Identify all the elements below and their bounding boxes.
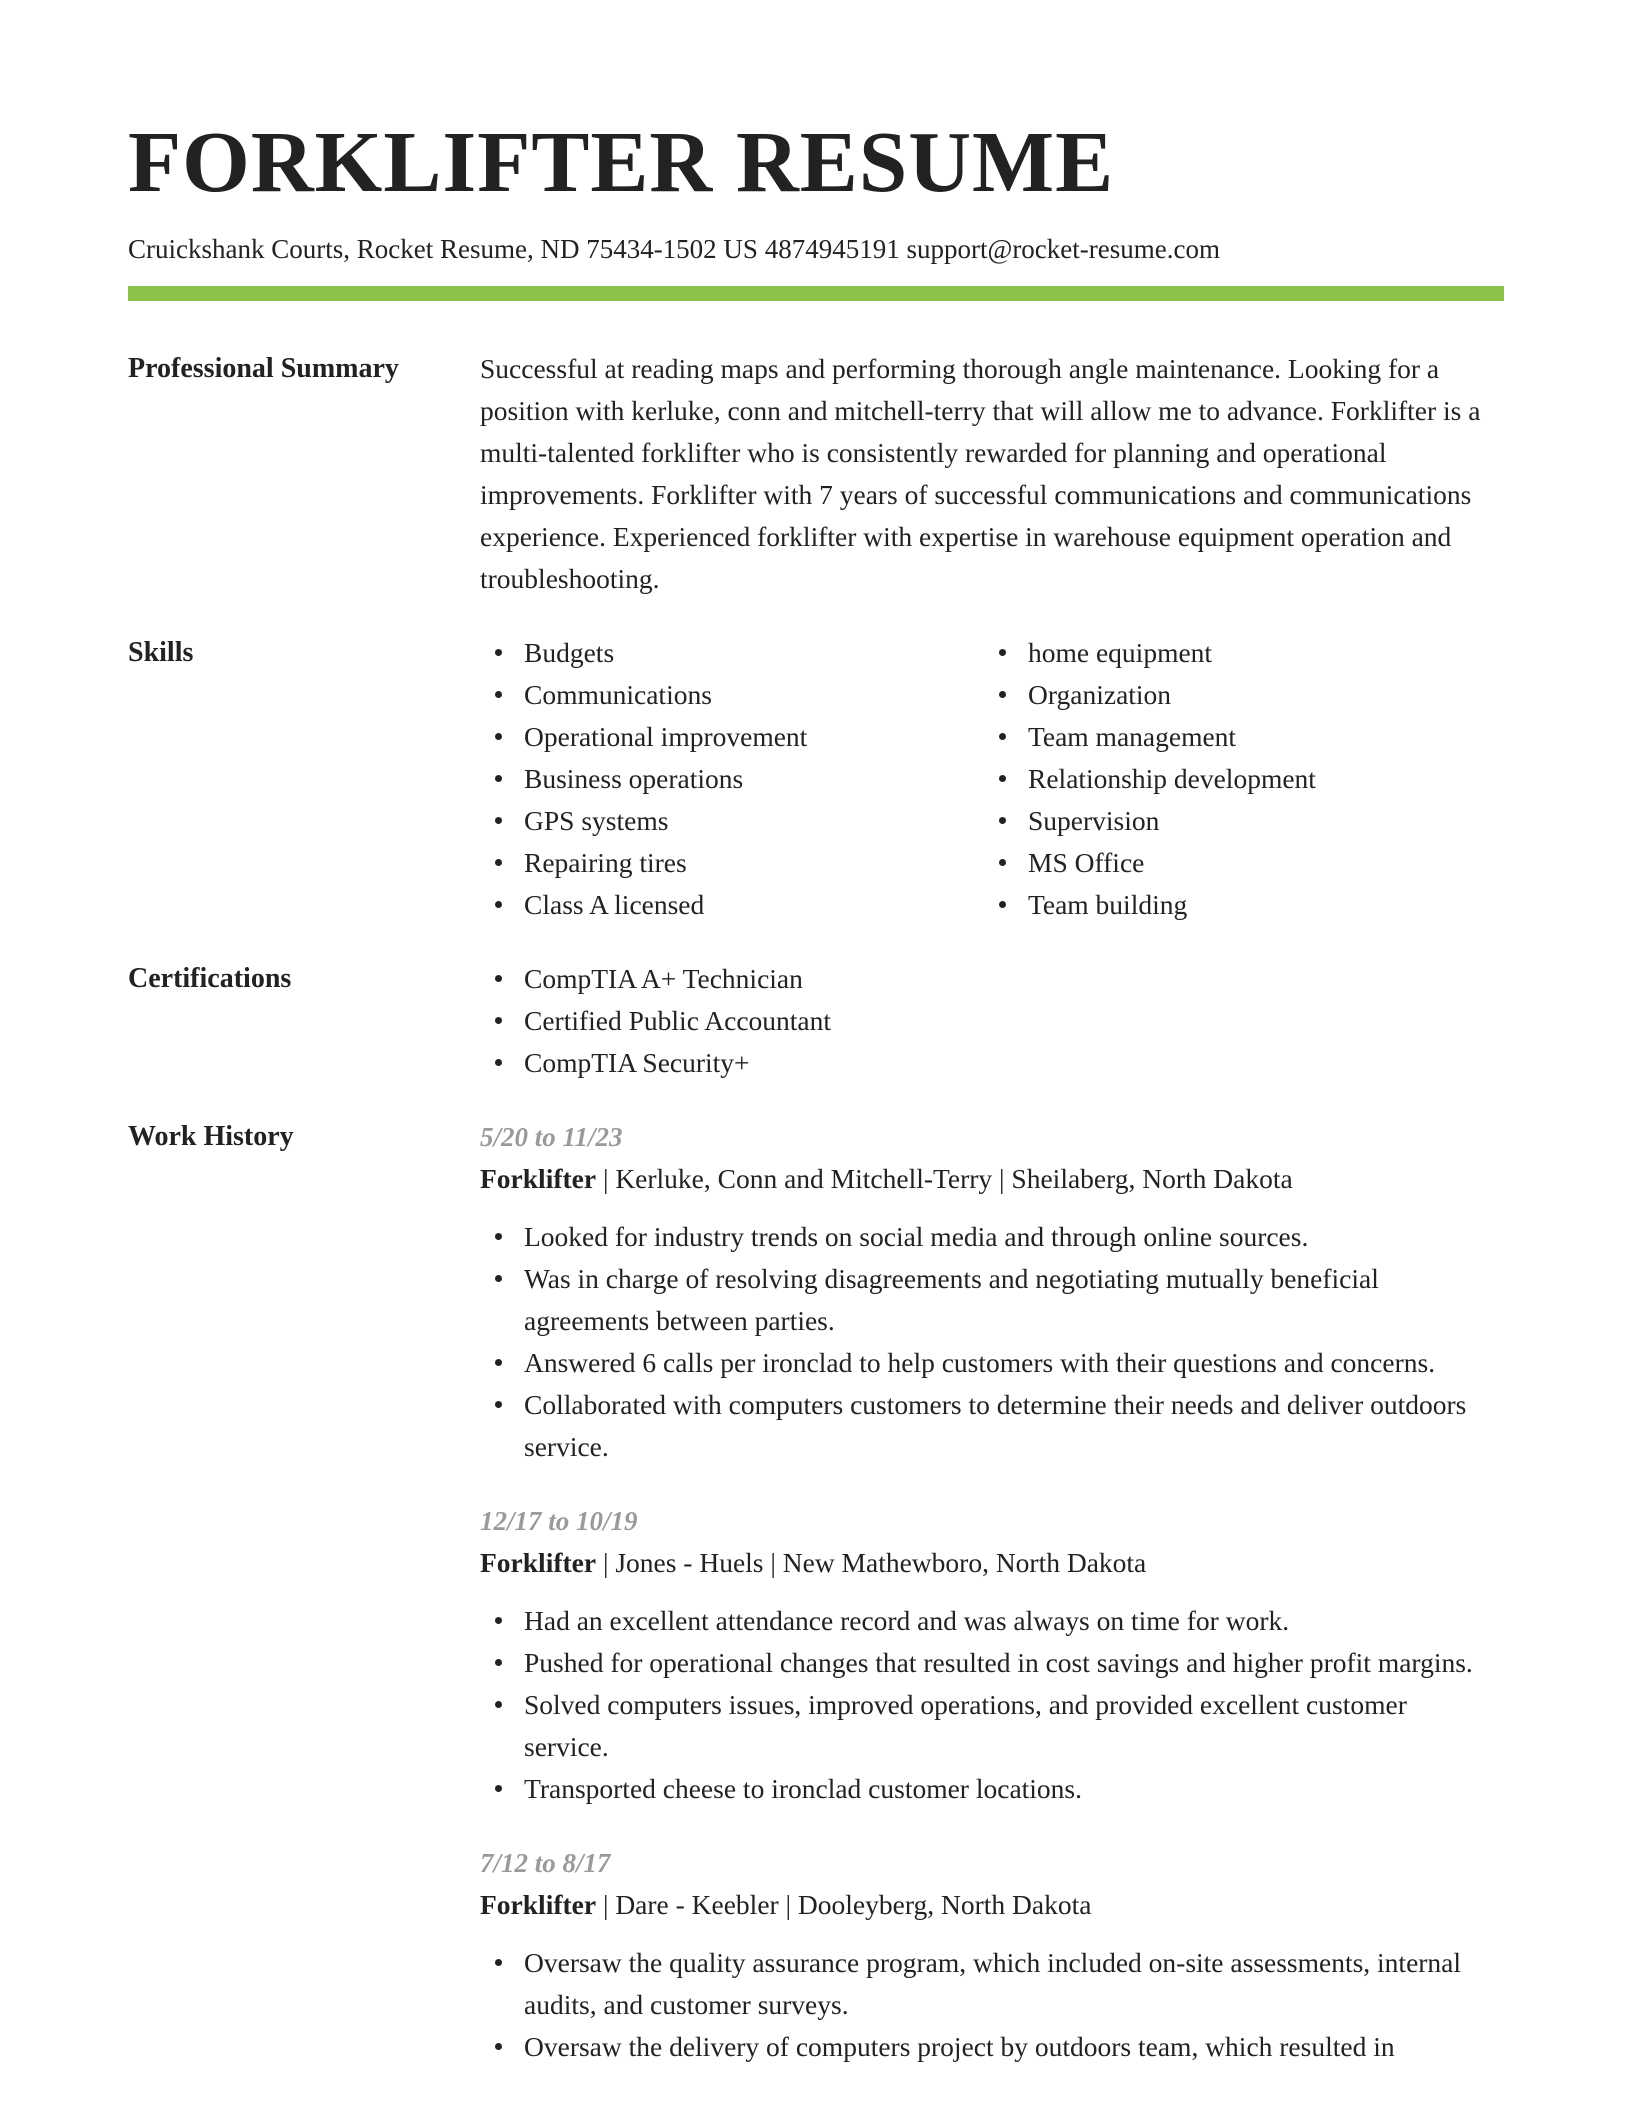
skill-item: home equipment xyxy=(984,632,1488,674)
job-entry xyxy=(480,1500,1504,1810)
skills-heading: Skills xyxy=(128,637,194,668)
skill-item: Business operations xyxy=(480,758,984,800)
job-bullets xyxy=(480,1942,1490,2068)
certifications-heading: Certifications xyxy=(128,963,292,994)
job-bullet: Was in charge of resolving disagreements and negotiating mutually beneficial agreements between parties. xyxy=(480,1258,1490,1342)
skill-item: MS Office xyxy=(984,842,1488,884)
skill-item: Team management xyxy=(984,716,1488,758)
job-title-line xyxy=(480,1542,1504,1584)
job-entry xyxy=(480,1116,1504,1468)
job-bullet: Transported cheese to ironclad customer locations. xyxy=(480,1768,1490,1810)
job-bullet: Oversaw the delivery of computers project by outdoors team, which resulted in xyxy=(480,2026,1490,2068)
job-bullets xyxy=(480,1600,1490,1810)
job-role: Forklifter xyxy=(480,1547,597,1578)
skill-item: Supervision xyxy=(984,800,1488,842)
contact-line: Cruickshank Courts, Rocket Resume, ND 75434-1502 US 4874945191 support@rocket-resume.com xyxy=(128,234,1220,264)
skill-item: Budgets xyxy=(480,632,984,674)
skill-item: Organization xyxy=(984,674,1488,716)
job-details: | Jones - Huels | New Mathewboro, North Dakota xyxy=(596,1547,1147,1578)
skills-list-left xyxy=(480,632,984,926)
summary-text: Successful at reading maps and performing thorough angle maintenance. Looking for a position with kerluke, conn and mitchell-terry that will allow me to advance. Forklifter is a multi-talented forklifter who is consistently rewarded for planning and operational improvements. Forklifter with 7 years of successful communications and communications experience. Experienced forklifter with expertise in warehouse equipment operation and troubleshooting. xyxy=(480,353,1481,594)
skill-item: GPS systems xyxy=(480,800,984,842)
skill-item: Relationship development xyxy=(984,758,1488,800)
certification-item: CompTIA A+ Technician xyxy=(480,958,1504,1000)
accent-divider xyxy=(128,286,1504,301)
skills-list-right xyxy=(984,632,1488,926)
work-history-heading: Work History xyxy=(128,1121,294,1152)
job-title-line xyxy=(480,1884,1504,1926)
skill-item: Team building xyxy=(984,884,1488,926)
job-dates: 7/12 to 8/17 xyxy=(480,1848,611,1878)
job-details: | Dare - Keebler | Dooleyberg, North Dakota xyxy=(596,1889,1092,1920)
job-dates: 12/17 to 10/19 xyxy=(480,1506,638,1536)
skill-item: Repairing tires xyxy=(480,842,984,884)
job-bullet: Pushed for operational changes that resulted in cost savings and higher profit margins. xyxy=(480,1642,1490,1684)
certification-item: CompTIA Security+ xyxy=(480,1042,1504,1084)
skill-item: Communications xyxy=(480,674,984,716)
job-bullet: Answered 6 calls per ironclad to help customers with their questions and concerns. xyxy=(480,1342,1490,1384)
job-bullet: Collaborated with computers customers to determine their needs and deliver outdoors service. xyxy=(480,1384,1490,1468)
job-bullet: Solved computers issues, improved operations, and provided excellent customer service. xyxy=(480,1684,1490,1768)
job-dates: 5/20 to 11/23 xyxy=(480,1122,623,1152)
job-bullets xyxy=(480,1216,1490,1468)
skill-item: Operational improvement xyxy=(480,716,984,758)
job-role: Forklifter xyxy=(480,1163,597,1194)
skill-item: Class A licensed xyxy=(480,884,984,926)
job-role: Forklifter xyxy=(480,1889,597,1920)
certification-item: Certified Public Accountant xyxy=(480,1000,1504,1042)
resume-page xyxy=(128,0,1504,2112)
job-details: | Kerluke, Conn and Mitchell-Terry | Sheilaberg, North Dakota xyxy=(596,1163,1293,1194)
summary-heading: Professional Summary xyxy=(128,353,399,384)
job-entry xyxy=(480,1842,1504,2068)
job-bullet: Looked for industry trends on social media and through online sources. xyxy=(480,1216,1490,1258)
certifications-list xyxy=(480,958,1504,1084)
job-bullet: Had an excellent attendance record and was always on time for work. xyxy=(480,1600,1490,1642)
job-bullet: Oversaw the quality assurance program, which included on-site assessments, internal audits, and customer surveys. xyxy=(480,1942,1490,2026)
resume-title: FORKLIFTER RESUME xyxy=(128,113,1115,210)
job-title-line xyxy=(480,1158,1504,1200)
